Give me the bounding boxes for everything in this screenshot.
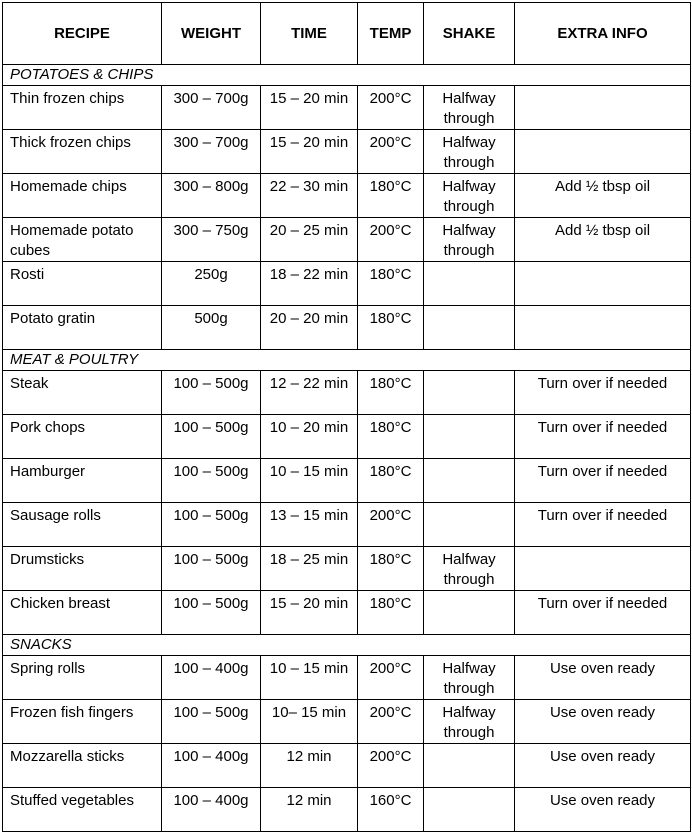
cell-recipe: Thick frozen chips [3, 130, 162, 174]
cell-time: 15 – 20 min [261, 130, 358, 174]
cell-shake [424, 415, 515, 459]
cell-recipe: Drumsticks [3, 547, 162, 591]
cell-recipe: Frozen fish fingers [3, 700, 162, 744]
cell-temp: 200°C [358, 86, 424, 130]
cell-time: 10 – 20 min [261, 415, 358, 459]
cell-recipe: Steak [3, 371, 162, 415]
cell-shake: Halfway through [424, 130, 515, 174]
table-row [3, 503, 691, 547]
cell-temp: 200°C [358, 744, 424, 788]
cell-recipe: Homemade chips [3, 174, 162, 218]
cell-extra-info: Turn over if needed [515, 371, 691, 415]
table-row [3, 547, 691, 591]
cell-recipe: Pork chops [3, 415, 162, 459]
cooking-table [2, 2, 691, 832]
table-row [3, 262, 691, 306]
cell-weight: 300 – 700g [162, 130, 261, 174]
cell-time: 15 – 20 min [261, 591, 358, 635]
cell-recipe: Spring rolls [3, 656, 162, 700]
cell-time: 15 – 20 min [261, 86, 358, 130]
cell-extra-info: Add ½ tbsp oil [515, 174, 691, 218]
table-row [3, 306, 691, 350]
cell-extra-info: Turn over if needed [515, 503, 691, 547]
cell-temp: 180°C [358, 174, 424, 218]
cell-shake: Halfway through [424, 700, 515, 744]
cell-shake [424, 744, 515, 788]
cell-extra-info [515, 130, 691, 174]
cell-recipe: Sausage rolls [3, 503, 162, 547]
cell-weight: 100 – 400g [162, 744, 261, 788]
cell-extra-info: Use oven ready [515, 700, 691, 744]
section-row [3, 65, 691, 86]
cell-shake [424, 788, 515, 832]
cell-weight: 300 – 700g [162, 86, 261, 130]
cell-extra-info [515, 306, 691, 350]
cell-temp: 200°C [358, 130, 424, 174]
cell-temp: 200°C [358, 503, 424, 547]
cell-time: 10– 15 min [261, 700, 358, 744]
cell-extra-info [515, 262, 691, 306]
cell-extra-info: Use oven ready [515, 788, 691, 832]
cell-time: 20 – 20 min [261, 306, 358, 350]
section-title: MEAT & POULTRY [3, 350, 691, 371]
cell-recipe: Potato gratin [3, 306, 162, 350]
cell-extra-info: Turn over if needed [515, 591, 691, 635]
cell-extra-info: Add ½ tbsp oil [515, 218, 691, 262]
cell-time: 18 – 22 min [261, 262, 358, 306]
cell-weight: 100 – 500g [162, 700, 261, 744]
section-title: SNACKS [3, 635, 691, 656]
table-row [3, 130, 691, 174]
cell-weight: 100 – 500g [162, 547, 261, 591]
cell-recipe: Hamburger [3, 459, 162, 503]
cell-weight: 100 – 500g [162, 503, 261, 547]
cell-shake [424, 306, 515, 350]
header-extra-info: EXTRA INFO [515, 3, 691, 65]
cell-recipe: Stuffed vegetables [3, 788, 162, 832]
cell-temp: 180°C [358, 415, 424, 459]
cell-time: 20 – 25 min [261, 218, 358, 262]
cell-time: 22 – 30 min [261, 174, 358, 218]
cell-recipe: Mozzarella sticks [3, 744, 162, 788]
table-row [3, 700, 691, 744]
cell-temp: 180°C [358, 262, 424, 306]
cell-weight: 100 – 500g [162, 591, 261, 635]
cell-shake: Halfway through [424, 547, 515, 591]
cell-temp: 200°C [358, 656, 424, 700]
cell-time: 12 min [261, 744, 358, 788]
cell-temp: 180°C [358, 591, 424, 635]
cell-extra-info [515, 86, 691, 130]
table-row [3, 86, 691, 130]
header-row [3, 3, 691, 65]
table-row [3, 218, 691, 262]
cell-shake: Halfway through [424, 174, 515, 218]
cell-recipe: Homemade potato cubes [3, 218, 162, 262]
cell-time: 13 – 15 min [261, 503, 358, 547]
table-row [3, 656, 691, 700]
cell-shake [424, 262, 515, 306]
cell-temp: 160°C [358, 788, 424, 832]
header-recipe: RECIPE [3, 3, 162, 65]
cell-recipe: Rosti [3, 262, 162, 306]
header-weight: WEIGHT [162, 3, 261, 65]
cell-recipe: Thin frozen chips [3, 86, 162, 130]
cell-temp: 180°C [358, 547, 424, 591]
cell-recipe: Chicken breast [3, 591, 162, 635]
table-row [3, 459, 691, 503]
cell-shake: Halfway through [424, 86, 515, 130]
cell-time: 18 – 25 min [261, 547, 358, 591]
cell-shake [424, 503, 515, 547]
table-row [3, 371, 691, 415]
cell-temp: 180°C [358, 306, 424, 350]
section-row [3, 635, 691, 656]
cell-temp: 200°C [358, 218, 424, 262]
cell-time: 12 – 22 min [261, 371, 358, 415]
cell-weight: 300 – 800g [162, 174, 261, 218]
section-title: POTATOES & CHIPS [3, 65, 691, 86]
cell-shake: Halfway through [424, 218, 515, 262]
cell-weight: 100 – 500g [162, 459, 261, 503]
table-body [3, 65, 691, 832]
cell-weight: 500g [162, 306, 261, 350]
table-row [3, 744, 691, 788]
cell-extra-info [515, 547, 691, 591]
cell-weight: 100 – 500g [162, 371, 261, 415]
cell-shake [424, 591, 515, 635]
cell-weight: 250g [162, 262, 261, 306]
table-row [3, 788, 691, 832]
section-row [3, 350, 691, 371]
cell-weight: 300 – 750g [162, 218, 261, 262]
cell-time: 10 – 15 min [261, 656, 358, 700]
cell-extra-info: Use oven ready [515, 656, 691, 700]
cell-extra-info: Turn over if needed [515, 459, 691, 503]
cell-shake [424, 459, 515, 503]
cell-temp: 180°C [358, 371, 424, 415]
table-row [3, 591, 691, 635]
header-temp: TEMP [358, 3, 424, 65]
cell-shake [424, 371, 515, 415]
cell-temp: 180°C [358, 459, 424, 503]
header-time: TIME [261, 3, 358, 65]
cell-temp: 200°C [358, 700, 424, 744]
cell-extra-info: Turn over if needed [515, 415, 691, 459]
cell-shake: Halfway through [424, 656, 515, 700]
cell-weight: 100 – 400g [162, 656, 261, 700]
cell-weight: 100 – 500g [162, 415, 261, 459]
cell-time: 10 – 15 min [261, 459, 358, 503]
cell-time: 12 min [261, 788, 358, 832]
cell-weight: 100 – 400g [162, 788, 261, 832]
table-row [3, 174, 691, 218]
table-row [3, 415, 691, 459]
header-shake: SHAKE [424, 3, 515, 65]
cell-extra-info: Use oven ready [515, 744, 691, 788]
